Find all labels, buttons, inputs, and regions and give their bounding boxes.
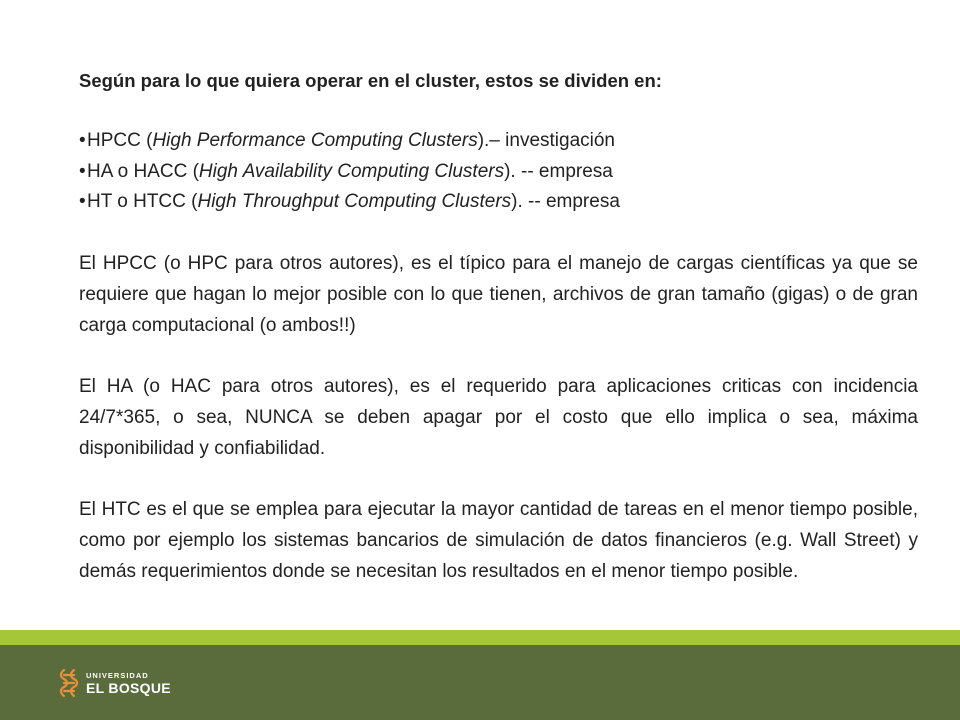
cluster-type-list — [79, 126, 918, 218]
bullet-suffix: ). -- empresa — [511, 191, 620, 212]
paragraph-ha: El HA (o HAC para otros autores), es el requerido para aplicaciones criticas con incidencia 24/7*365, o sea, NUNCA se deben apagar por el costo que ello implica o sea, máxima disponibilidad y confiabilidad. — [79, 375, 918, 459]
logo-line-2: EL BOSQUE — [86, 679, 171, 696]
paragraph-hpcc: El HPCC (o HPC para otros autores), es el típico para el manejo de cargas científicas ya que se requiere que hagan lo mejor posible con lo que tienen, archivos de gran tamaño (gigas) o de gran carga computacional (o ambos!!) — [79, 252, 918, 336]
bullet-italic: High Performance Computing Clusters — [152, 130, 478, 151]
bullet-suffix: ). -- empresa — [504, 160, 613, 182]
bullet-prefix: HT o HTCC ( — [87, 191, 198, 212]
university-logo-icon — [58, 667, 80, 699]
list-item — [79, 187, 918, 218]
logo-line-1: UNIVERSIDAD — [86, 670, 149, 680]
footer-accent-stripe — [0, 630, 960, 645]
bullet-prefix: HPCC ( — [87, 130, 153, 151]
bullet-suffix: ).– investigación — [477, 130, 615, 151]
bullet-marker: • — [79, 191, 86, 212]
slide-body — [79, 66, 918, 587]
bullet-marker: • — [79, 130, 86, 151]
bullet-prefix: HA o HACC ( — [87, 160, 199, 182]
bullet-italic: High Throughput Computing Clusters — [197, 191, 512, 212]
paragraph-htc: El HTC es el que se emplea para ejecutar la mayor cantidad de tareas en el menor tiempo posible, como por ejemplo los sistemas bancarios de simulación de datos financieros (e.g. Wall Street) y demás requerimientos donde se necesitan los resultados en el menor tiempo posible. — [79, 498, 918, 582]
bullet-italic: High Availability Computing Clusters — [198, 160, 505, 182]
list-item — [79, 126, 918, 157]
university-logo — [58, 666, 171, 700]
slide-heading: Según para lo que quiera operar en el cluster, estos se dividen en: — [79, 70, 662, 91]
list-item — [79, 157, 918, 188]
bullet-marker: • — [79, 160, 86, 182]
university-logo-text — [86, 671, 171, 696]
